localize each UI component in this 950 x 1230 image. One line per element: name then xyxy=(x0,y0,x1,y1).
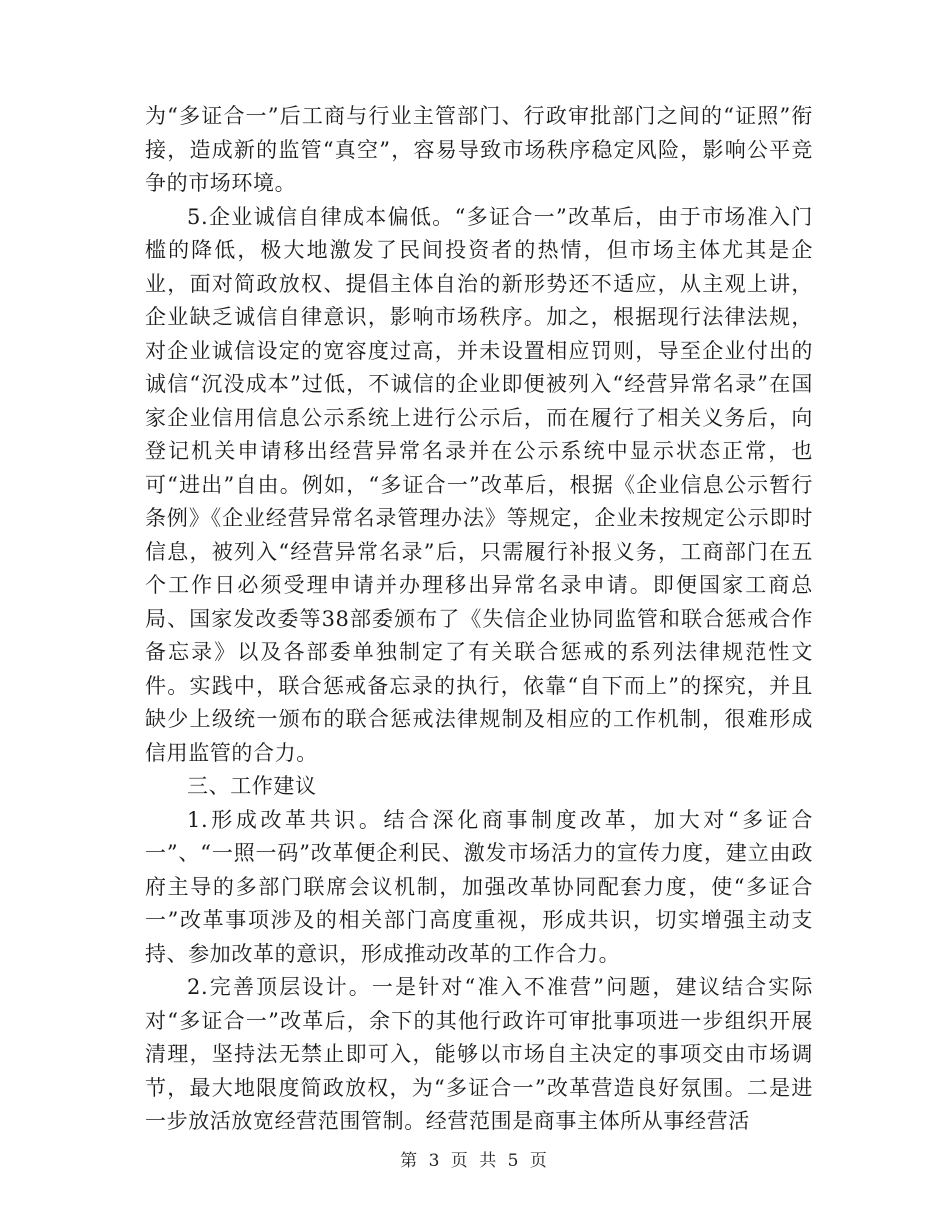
section-heading: 三、工作建议 xyxy=(187,774,317,798)
paragraph-item-2: 2.完善顶层设计。一是针对“准入不准营”问题，建议结合实际对“多证合一”改革后，余下的其他行政许可审批事项进一步组织开展清理，坚持法无禁止即可入，能够以市场自主决定的事项交由市场调节，最大地限度简政放权，为“多证合一”改革营造良好氛围。二是进一步放活放宽经营范围管制。经营范围是商事主体所从事经营活 xyxy=(145,975,813,1133)
paragraph-item-5: 5.企业诚信自律成本偏低。“多证合一”改革后，由于市场准入门槛的降低，极大地激发了民间投资者的热情，但市场主体尤其是企业，面对简政放权、提倡主体自治的新形势还不适应，从主观上讲，企业缺乏诚信自律意识，影响市场秩序。加之，根据现行法律法规，对企业诚信设定的宽容度过高，并未设置相应罚则，导至企业付出的诚信“沉没成本”过低，不诚信的企业即便被列入“经营异常名录”在国家企业信用信息公示系统上进行公示后，而在履行了相关义务后，向登记机关申请移出经营异常名录并在公示系统中显示状态正常，也可“进出”自由。例如，“多证合一”改革后，根据《企业信息公示暂行条例》《企业经营异常名录管理办法》等规定，企业未按规定公示即时信息，被列入“经营异常名录”后，只需履行补报义务，工商部门在五个工作日必须受理申请并办理移出异常名录申请。即便国家工商总局、国家发改委等38部委颁布了《失信企业协同监管和联合惩戒合作备忘录》以及各部委单独制定了有关联合惩戒的系列法律规范性文件。实践中，联合惩戒备忘录的执行，依靠“自下而上”的探究，并且缺少上级统一颁布的联合惩戒法律规制及相应的工作机制，很难形成信用监管的合力。 xyxy=(145,204,813,765)
page-number-footer: 第 3 页 共 5 页 xyxy=(400,1151,550,1171)
paragraph-continuation: 为“多证合一”后工商与行业主管部门、行政审批部门之间的“证照”衔接，造成新的监管“真空”，容易导致市场秩序稳定风险，影响公平竞争的市场环境。 xyxy=(145,104,813,195)
paragraph-item-1: 1.形成改革共识。结合深化商事制度改革，加大对“多证合一”、“一照一码”改革便企利民、激发市场活力的宣传力度，建立由政府主导的多部门联席会议机制，加强改革协同配套力度，使“多证合一”改革事项涉及的相关部门高度重视，形成共识，切实增强主动支持、参加改革的意识，形成推动改革的工作合力。 xyxy=(145,807,813,966)
document-body xyxy=(145,100,813,1139)
